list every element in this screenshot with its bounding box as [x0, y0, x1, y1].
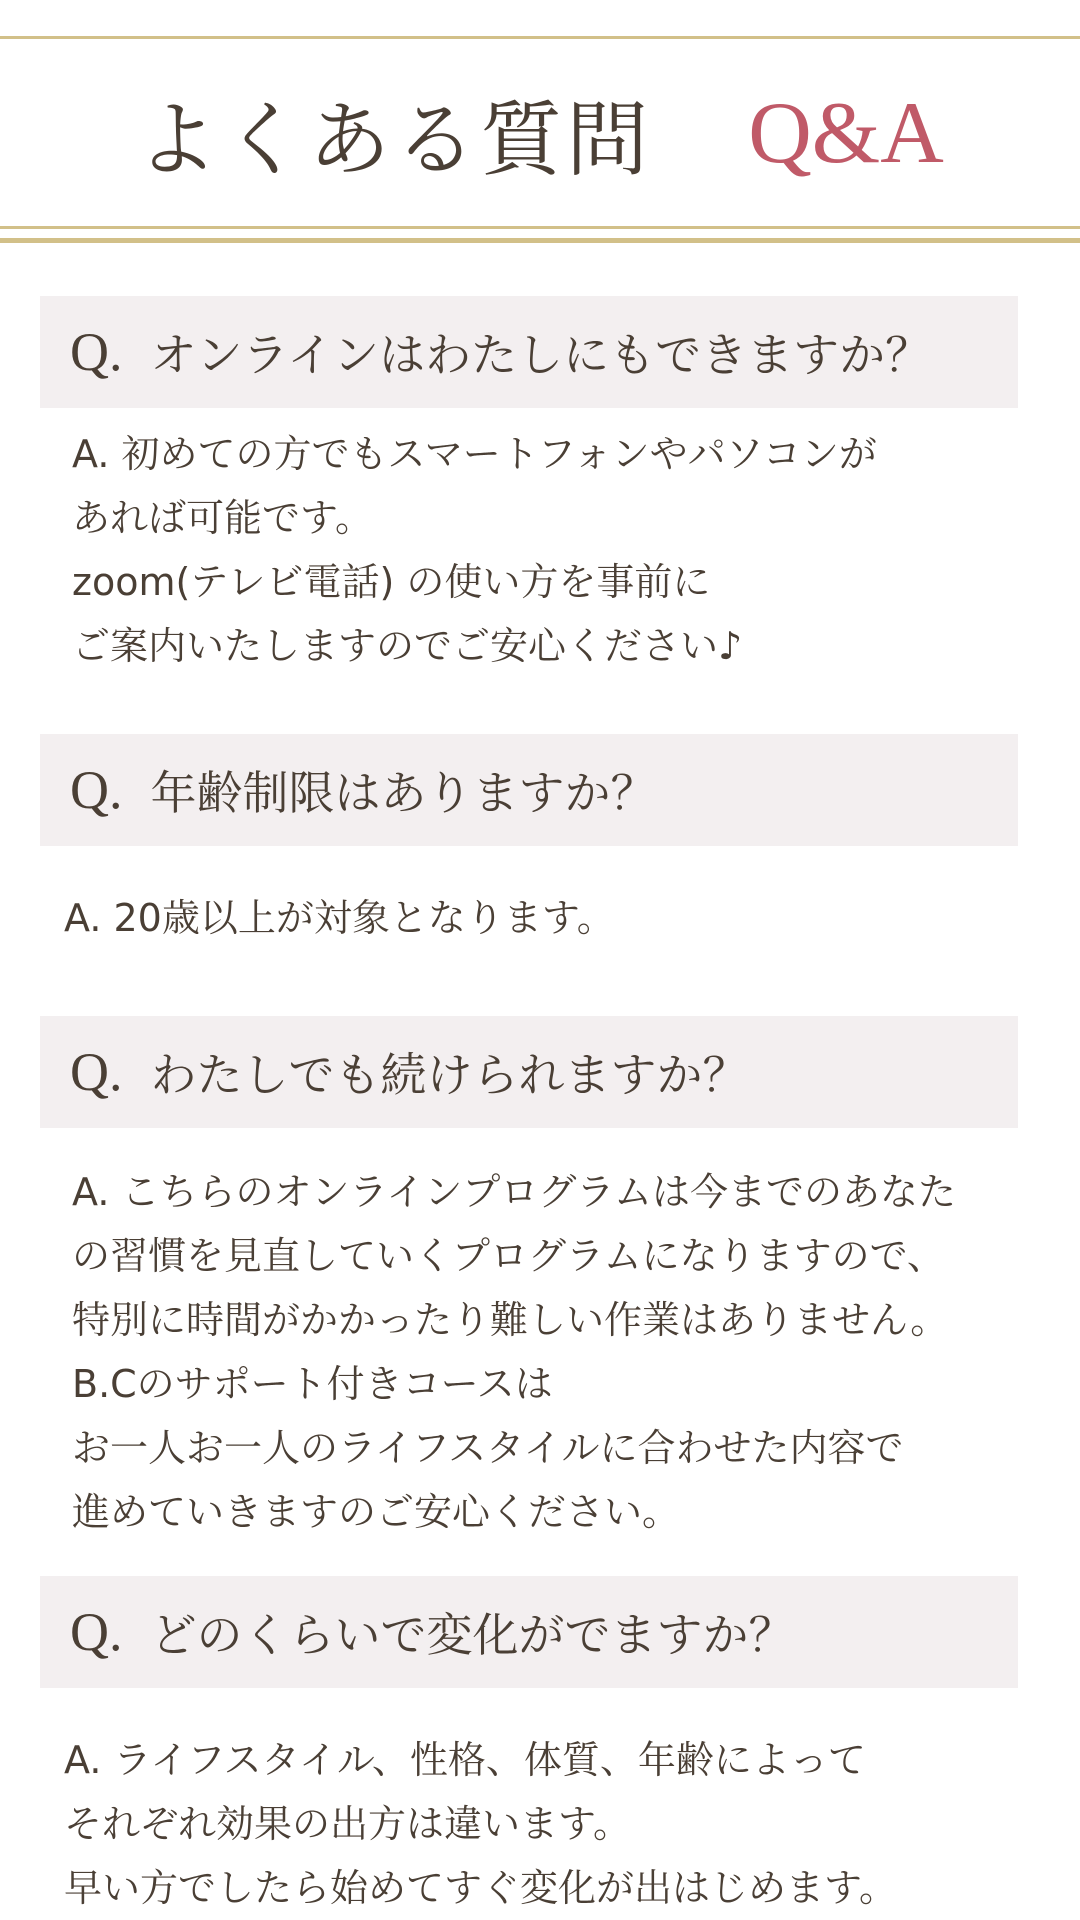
answer-line: 進めていきますのご安心ください。: [72, 1490, 681, 1534]
question-mark-label: Q.: [70, 1602, 123, 1662]
question-text: オンラインはわたしにもできますか？: [150, 328, 932, 382]
answer-line: ご案内いたしますのでご安心ください♪: [72, 624, 743, 668]
answer-line: A. ライフスタイル、性格、体質、年齢によって: [64, 1738, 866, 1782]
faq-question-4[interactable]: [40, 1576, 1018, 1688]
page-title: よくある質問: [136, 92, 653, 188]
answer-line: A. 20歳以上が対象となります。: [64, 896, 615, 940]
answer-line: zoom(テレビ電話) の使い方を事前に: [72, 560, 711, 604]
page-header: [0, 40, 1080, 226]
answer-line: B.Cのサポート付きコースは: [72, 1362, 553, 1406]
header-top-rule: [0, 36, 1080, 39]
answer-line: それぞれ効果の出方は違います。: [64, 1802, 631, 1846]
question-mark-label: Q.: [70, 1042, 123, 1102]
answer-line: の習慣を見直していくプログラムになりますので、: [72, 1234, 945, 1278]
faq-answer-1: [72, 422, 1032, 678]
answer-line: お一人お一人のライフスタイルに合わせた内容で: [72, 1426, 904, 1470]
faq-question-2[interactable]: [40, 734, 1018, 846]
faq-question-3[interactable]: [40, 1016, 1018, 1128]
answer-line: あれば可能です。: [72, 496, 373, 540]
question-mark-label: Q.: [70, 322, 123, 382]
faq-answer-4: [64, 1728, 1024, 1920]
question-mark-label: Q.: [70, 760, 123, 820]
question-text: わたしでも続けられますか？: [150, 1048, 749, 1102]
page-title-en: Q&A: [748, 84, 944, 182]
question-text: 年齢制限はありますか？: [150, 766, 657, 820]
answer-line: A. こちらのオンラインプログラムは今までのあなた: [72, 1170, 956, 1214]
answer-line: A. 初めての方でもスマートフォンやパソコンが: [72, 432, 877, 476]
faq-question-1[interactable]: [40, 296, 1018, 408]
faq-answer-2: [64, 886, 1024, 950]
question-text: どのくらいで変化がでますか？: [150, 1608, 795, 1662]
answer-line: 特別に時間がかかったり難しい作業はありません。: [72, 1298, 949, 1342]
header-bottom-rule: [0, 226, 1080, 229]
faq-answer-3: [72, 1160, 1032, 1544]
header-bottom-rule-thick: [0, 238, 1080, 243]
answer-line: 早い方でしたら始めてすぐ変化が出はじめます。: [64, 1866, 897, 1910]
